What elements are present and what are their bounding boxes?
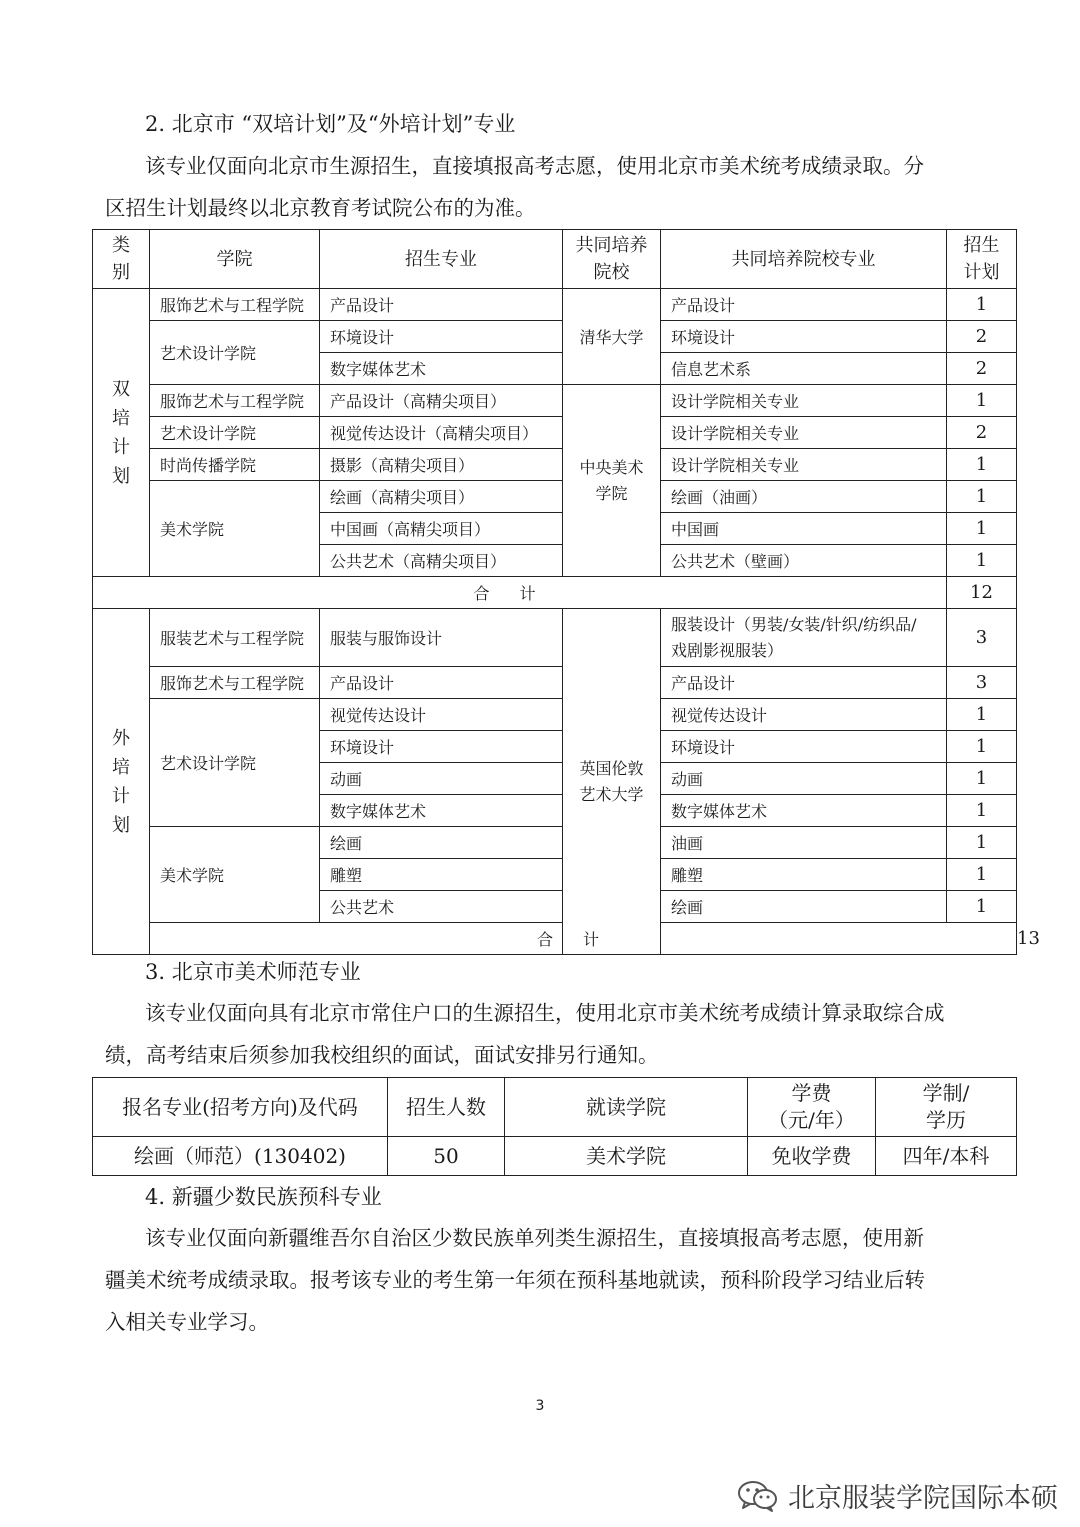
college-cell: 服饰艺术与工程学院 [150,667,320,699]
major-cell: 视觉传达设计（高精尖项目） [320,417,563,449]
college-cell: 美术学院 [150,481,320,577]
major-cell: 服装与服饰设计 [320,609,563,667]
partner-major-cell: 公共艺术（壁画） [661,545,947,577]
college-cell: 艺术设计学院 [150,321,320,385]
partner-cell: 英国伦敦 艺术大学 [563,609,661,955]
college-cell: 艺术设计学院 [150,699,320,827]
partner-major-cell: 服装设计（男装/女装/针织/纺织品/ 戏剧影视服装） [661,609,947,667]
table-row [93,417,1017,449]
major-cell: 摄影（高精尖项目） [320,449,563,481]
major-cell: 产品设计 [320,289,563,321]
plan-cell: 1 [947,385,1017,417]
partner-major-cell: 环境设计 [661,731,947,763]
college-cell: 美术学院 [505,1137,748,1176]
plan-cell: 1 [947,731,1017,763]
section-4-paragraph [105,1217,985,1343]
major-cell: 雕塑 [320,859,563,891]
wechat-icon [736,1479,780,1513]
joint-training-table [92,229,1040,955]
header-major-code: 报名专业(招考方向)及代码 [93,1078,388,1137]
table-header-row [93,230,1017,289]
table-row [93,385,1017,417]
page-number: 3 [535,1398,545,1414]
major-cell: 绘画 [320,827,563,859]
paragraph-line: 区招生计划最终以北京教育考试院公布的为准。 [105,196,536,220]
major-cell: 数字媒体艺术 [320,795,563,827]
plan-cell: 1 [947,827,1017,859]
college-cell: 服饰艺术与工程学院 [150,289,320,321]
section-2-heading: 2. 北京市 “双培计划”及“外培计划”专业 [145,112,516,136]
table-row [93,481,1017,513]
total-row: 合计 13 [93,923,1017,955]
partner-major-cell: 动画 [661,763,947,795]
table-row [93,827,1017,859]
category-shuangpei: 双 培 计 划 [93,289,150,577]
major-cell: 动画 [320,763,563,795]
college-cell: 美术学院 [150,827,320,923]
total-label: 合计 [93,577,947,609]
plan-cell: 3 [947,667,1017,699]
major-cell: 绘画（高精尖项目） [320,481,563,513]
partner-major-cell: 数字媒体艺术 [661,795,947,827]
plan-cell: 1 [947,859,1017,891]
partner-major-cell: 中国画 [661,513,947,545]
table-header-row [93,1078,1017,1137]
major-cell: 中国画（高精尖项目） [320,513,563,545]
major-cell: 数字媒体艺术 [320,353,563,385]
plan-cell: 1 [947,545,1017,577]
paragraph-line: 该专业仅面向新疆维吾尔自治区少数民族单列类生源招生，直接填报高考志愿，使用新 [145,1226,924,1250]
plan-cell: 1 [947,513,1017,545]
table-row [93,609,1017,667]
major-cell: 环境设计 [320,731,563,763]
plan-cell: 1 [947,481,1017,513]
plan-cell: 1 [947,795,1017,827]
partner-major-cell: 视觉传达设计 [661,699,947,731]
table-row [93,321,1017,353]
partner-major-cell: 设计学院相关专业 [661,417,947,449]
plan-cell: 1 [947,289,1017,321]
paragraph-line: 该专业仅面向北京市生源招生，直接填报高考志愿，使用北京市美术统考成绩录取。分 [145,154,924,178]
partner-major-cell: 信息艺术系 [661,353,947,385]
plan-cell: 2 [947,321,1017,353]
partner-major-cell: 设计学院相关专业 [661,385,947,417]
header-college: 就读学院 [505,1078,748,1137]
plan-cell: 1 [947,699,1017,731]
header-partner-major: 共同培养院校专业 [661,230,947,289]
major-code-cell: 绘画（师范）(130402) [93,1137,388,1176]
partner-major-cell: 雕塑 [661,859,947,891]
watermark [736,1476,1058,1515]
header-plan: 招生 计划 [947,230,1017,289]
plan-cell: 2 [947,353,1017,385]
paragraph-line: 疆美术统考成绩录取。报考该专业的考生第一年须在预科基地就读，预科阶段学习结业后转 [105,1268,925,1292]
table-row [93,699,1017,731]
header-fee: 学费 （元/年） [748,1078,876,1137]
enrollment-cell: 50 [388,1137,505,1176]
paragraph-line: 绩，高考结束后须参加我校组织的面试，面试安排另行通知。 [105,1043,659,1067]
major-cell: 公共艺术 [320,891,563,923]
plan-cell: 3 [947,609,1017,667]
section-2-paragraph [105,145,985,229]
normal-major-table [92,1077,1017,1176]
partner-major-cell: 绘画 [661,891,947,923]
plan-cell: 2 [947,417,1017,449]
table-row [93,449,1017,481]
table-row [93,667,1017,699]
header-category: 类 别 [93,230,150,289]
category-waipei: 外 培 计 划 [93,609,150,955]
major-cell: 视觉传达设计 [320,699,563,731]
partner-major-cell: 绘画（油画） [661,481,947,513]
table-row [93,1137,1017,1176]
paragraph-line: 该专业仅面向具有北京市常住户口的生源招生，使用北京市美术统考成绩计算录取综合成 [145,1001,945,1025]
header-college: 学院 [150,230,320,289]
header-major: 招生专业 [320,230,563,289]
total-label: 合计 [150,923,1017,955]
plan-cell: 1 [947,449,1017,481]
plan-cell: 1 [947,763,1017,795]
plan-cell: 1 [947,891,1017,923]
section-4-heading: 4. 新疆少数民族预科专业 [145,1185,382,1209]
partner-cell: 清华大学 [563,289,661,385]
partner-major-cell: 设计学院相关专业 [661,449,947,481]
college-cell: 服饰艺术与工程学院 [150,385,320,417]
paragraph-line: 入相关专业学习。 [105,1310,269,1334]
major-cell: 产品设计 [320,667,563,699]
header-system: 学制/ 学历 [876,1078,1017,1137]
total-row [93,577,1017,609]
college-cell: 时尚传播学院 [150,449,320,481]
header-partner: 共同培养 院校 [563,230,661,289]
college-cell: 服装艺术与工程学院 [150,609,320,667]
system-cell: 四年/本科 [876,1137,1017,1176]
partner-major-cell: 环境设计 [661,321,947,353]
header-enrollment: 招生人数 [388,1078,505,1137]
partner-cell: 中央美术 学院 [563,385,661,577]
partner-major-cell: 产品设计 [661,667,947,699]
major-cell: 环境设计 [320,321,563,353]
college-cell: 艺术设计学院 [150,417,320,449]
major-cell: 产品设计（高精尖项目） [320,385,563,417]
section-3-heading: 3. 北京市美术师范专业 [145,960,361,984]
fee-cell: 免收学费 [748,1137,876,1176]
partner-major-cell: 油画 [661,827,947,859]
total-value: 12 [947,577,1017,609]
watermark-text: 北京服装学院国际本硕 [788,1483,1058,1514]
table-row [93,289,1017,321]
major-cell: 公共艺术（高精尖项目） [320,545,563,577]
section-3-paragraph [105,992,985,1076]
partner-major-cell: 产品设计 [661,289,947,321]
